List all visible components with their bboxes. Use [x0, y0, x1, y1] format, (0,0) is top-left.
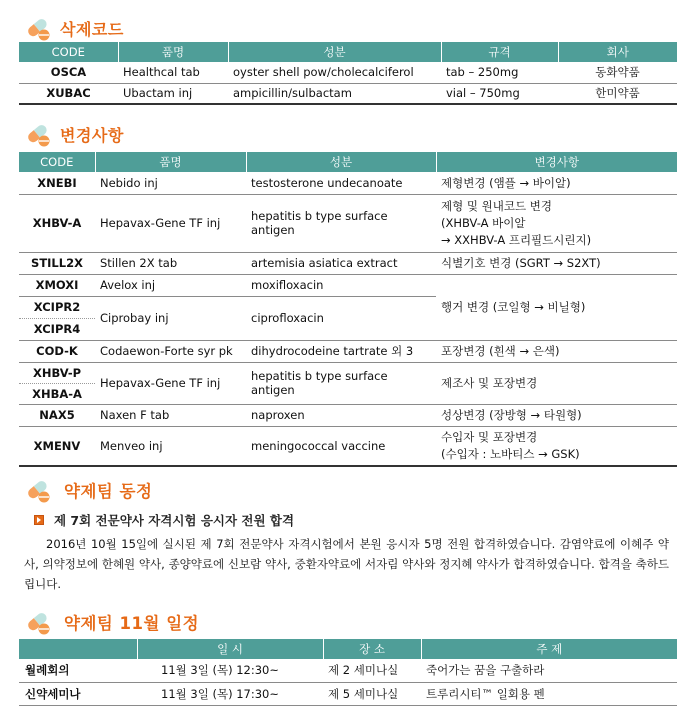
- cell-ingredient: dihydrocodeine tartrate 외 3: [246, 340, 436, 362]
- table-row: [19, 274, 677, 296]
- section-header-team-news: [22, 474, 152, 506]
- cell-change: 제조사 및 포장변경: [436, 362, 677, 404]
- cell-ingredient: oyster shell pow/cholecalciferol: [228, 62, 441, 83]
- cell-ingredient: hepatitis b type surface antigen: [246, 362, 436, 404]
- cell-code: XHBV-P: [19, 362, 95, 383]
- change-line: 수입자 및 포장변경: [441, 429, 538, 444]
- changes-table: [19, 152, 677, 467]
- cell-code: XCIPR2: [19, 296, 95, 318]
- header-event: [19, 639, 137, 659]
- news-headline-text: 제 7회 전문약사 자격시험 응시자 전원 합격: [54, 513, 295, 528]
- section-title: 약제팀 11월 일정: [64, 614, 200, 633]
- cell-change-merged: 행거 변경 (코일형 → 비닐형): [436, 274, 677, 340]
- schedule-table: [19, 639, 677, 706]
- news-headline: [34, 512, 294, 528]
- section-header-schedule: [22, 606, 199, 638]
- header-code: CODE: [19, 152, 95, 172]
- cell-name: Hepavax-Gene TF inj: [95, 194, 246, 252]
- table-row: [19, 172, 677, 194]
- cell-change: 포장변경 (흰색 → 은색): [436, 340, 677, 362]
- cell-place: 제 2 세미나실: [323, 659, 421, 682]
- pill-capsule-icon: [22, 119, 52, 149]
- cell-ingredient: meningococcal vaccine: [246, 426, 436, 466]
- arrow-bullet-icon: [34, 515, 44, 525]
- cell-company: 동화약품: [558, 62, 677, 83]
- header-spec: 규격: [441, 42, 558, 62]
- cell-name: Healthcal tab: [118, 62, 228, 83]
- section-title: 변경사항: [60, 125, 124, 145]
- cell-ingredient: naproxen: [246, 404, 436, 426]
- cell-code: COD-K: [19, 340, 95, 362]
- table-row: [19, 404, 677, 426]
- pill-capsule-icon: [22, 607, 52, 637]
- cell-ingredient: ampicillin/sulbactam: [228, 83, 441, 104]
- news-body: [24, 534, 669, 594]
- cell-ingredient: testosterone undecanoate: [246, 172, 436, 194]
- cell-topic: 죽어가는 꿈을 구출하라: [421, 659, 677, 682]
- change-line: (수입자 : 노바티스 → GSK): [441, 446, 580, 461]
- cell-ingredient: hepatitis b type surface antigen: [246, 194, 436, 252]
- cell-code: XHBA-A: [19, 383, 95, 404]
- cell-spec: tab – 250mg: [441, 62, 558, 83]
- cell-name: Stillen 2X tab: [95, 252, 246, 274]
- header-ingredient: 성분: [246, 152, 436, 172]
- cell-datetime: 11월 3일 (목) 17:30~: [137, 682, 323, 705]
- cell-ingredient: ciprofloxacin: [246, 296, 436, 340]
- cell-event: 월례회의: [19, 659, 137, 682]
- cell-name: Menveo inj: [95, 426, 246, 466]
- cell-code: XMENV: [19, 426, 95, 466]
- section-title: 삭제코드: [60, 19, 124, 39]
- cell-code: XHBV-A: [19, 194, 95, 252]
- pill-capsule-icon: [22, 13, 52, 43]
- cell-name: Avelox inj: [95, 274, 246, 296]
- section-header-changes: [22, 118, 124, 150]
- cell-ingredient: artemisia asiatica extract: [246, 252, 436, 274]
- cell-code: XUBAC: [19, 83, 118, 104]
- cell-name: Codaewon-Forte syr pk: [95, 340, 246, 362]
- header-name: 품명: [95, 152, 246, 172]
- table-row: [19, 252, 677, 274]
- cell-place: 제 5 세미나실: [323, 682, 421, 705]
- table-row: [19, 83, 677, 104]
- cell-company: 한미약품: [558, 83, 677, 104]
- table-row: [19, 659, 677, 682]
- cell-code: OSCA: [19, 62, 118, 83]
- section-header-deleted-codes: [22, 12, 124, 44]
- cell-change: 제형변경 (앰플 → 바이알): [436, 172, 677, 194]
- change-line: (XHBV-A 바이알: [441, 215, 526, 230]
- table-row: [19, 682, 677, 705]
- table-row: [19, 340, 677, 362]
- cell-name: Ciprobay inj: [95, 296, 246, 340]
- cell-name: Ubactam inj: [118, 83, 228, 104]
- header-change: 변경사항: [436, 152, 677, 172]
- cell-code: XCIPR4: [19, 318, 95, 340]
- cell-change: [436, 426, 677, 466]
- cell-ingredient: moxifloxacin: [246, 274, 436, 296]
- cell-code: STILL2X: [19, 252, 95, 274]
- change-line: 제형 및 원내코드 변경: [441, 198, 552, 213]
- cell-datetime: 11월 3일 (목) 12:30~: [137, 659, 323, 682]
- cell-name: Hepavax-Gene TF inj: [95, 362, 246, 404]
- table-row: [19, 426, 677, 466]
- cell-code: NAX5: [19, 404, 95, 426]
- header-datetime: 일 시: [137, 639, 323, 659]
- table-row: [19, 362, 677, 383]
- pill-capsule-icon: [22, 475, 52, 505]
- cell-change: [436, 194, 677, 252]
- cell-code: XNEBI: [19, 172, 95, 194]
- cell-name: Nebido inj: [95, 172, 246, 194]
- header-code: CODE: [19, 42, 118, 62]
- header-name: 품명: [118, 42, 228, 62]
- cell-event: 신약세미나: [19, 682, 137, 705]
- table-row: [19, 62, 677, 83]
- deleted-codes-table: [19, 42, 677, 105]
- cell-change: 식별기호 변경 (SGRT → S2XT): [436, 252, 677, 274]
- news-body-text: 2016년 10월 15일에 실시된 제 7회 전문약사 자격시험에서 본원 응시자 5명 전원 합격하였습니다. 감염약료에 이혜주 약사, 의약정보에 한혜원 약사, 종양약료에 신보람 약사, 중환자약료에 서자림 약사와 정지혜 약사가 합격하였습니다. 합격을 축하드립니다.: [24, 537, 669, 591]
- cell-name: Naxen F tab: [95, 404, 246, 426]
- table-row: [19, 194, 677, 252]
- cell-spec: vial – 750mg: [441, 83, 558, 104]
- header-company: 회사: [558, 42, 677, 62]
- cell-topic: 트루리시티™ 일회용 펜: [421, 682, 677, 705]
- header-topic: 주 제: [421, 639, 677, 659]
- header-place: 장 소: [323, 639, 421, 659]
- cell-code: XMOXI: [19, 274, 95, 296]
- section-title: 약제팀 동정: [64, 482, 153, 501]
- cell-change: 성상변경 (장방형 → 타원형): [436, 404, 677, 426]
- header-ingredient: 성분: [228, 42, 441, 62]
- change-line: → XXHBV-A 프리필드시린지): [441, 232, 592, 247]
